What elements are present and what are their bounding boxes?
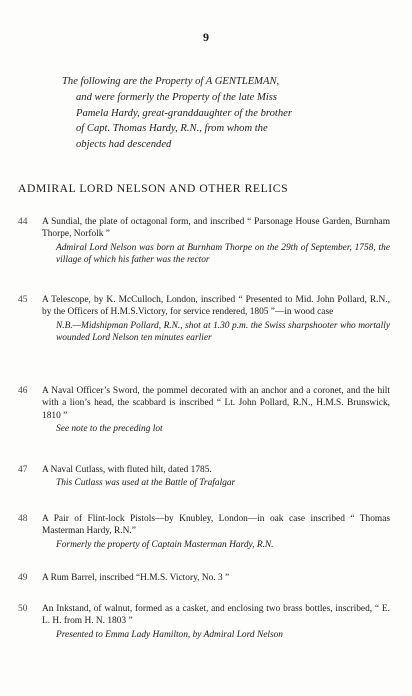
lot-number: 48 xyxy=(18,514,28,524)
lot-note: This Cutlass was used at the Battle of Trafalgar xyxy=(56,478,236,489)
page-number: 9 xyxy=(203,30,209,44)
section-heading: ADMIRAL LORD NELSON AND OTHER RELICS xyxy=(18,182,289,195)
lot-number: 46 xyxy=(18,386,28,396)
lot-note: See note to the preceding lot xyxy=(56,423,163,434)
lot-number: 44 xyxy=(18,217,28,227)
lot-entry xyxy=(18,513,390,551)
lot-entry xyxy=(18,464,390,490)
lot-description: A Naval Cutlass, with fluted hilt, dated 1785. xyxy=(42,465,212,475)
intro-line: objects had descended xyxy=(76,139,172,151)
lot-entry xyxy=(18,572,390,584)
lot-number: 47 xyxy=(18,465,28,475)
intro-line: and were formerly the Property of the late Miss xyxy=(76,91,278,103)
lot-note: Admiral Lord Nelson was born at Burnham Thorpe on the 29th of September, 1758, the village of which his father was the rector xyxy=(56,242,390,265)
lot-number: 50 xyxy=(18,604,28,614)
lot-entry xyxy=(18,385,390,435)
lot-entry xyxy=(18,216,390,266)
lot-note: Formerly the property of Captain Masterman Hardy, R.N. xyxy=(56,539,274,550)
intro-line: The following are the Property of A GENTLEMAN, xyxy=(62,76,280,87)
intro-line: Pamela Hardy, great-granddaughter of the brother xyxy=(76,107,292,119)
lot-entry xyxy=(18,603,390,641)
lot-description: A Sundial, the plate of octagonal form, and inscribed “ Parsonage House Garden, Burnham Thorpe, Norfolk ” xyxy=(42,217,390,240)
lot-number: 45 xyxy=(18,295,28,305)
lot-number: 49 xyxy=(18,573,28,583)
lot-description: A Telescope, by K. McCulloch, London, inscribed “ Presented to Mid. John Pollard, R.N., by the Officers of H.M.S.Victory, for service rendered, 1805 ”—in wood case xyxy=(42,295,390,318)
lot-note: Presented to Emma Lady Hamilton, by Admiral Lord Nelson xyxy=(56,629,283,640)
lot-description: A Rum Barrel, inscribed “H.M.S. Victory, No. 3 ” xyxy=(42,573,230,583)
lot-description: A Pair of Flint-lock Pistols—by Knubley, London—in oak case inscribed “ Thomas Masterman Hardy, R.N.” xyxy=(42,514,390,537)
intro-line: of Capt. Thomas Hardy, R.N., from whom the xyxy=(76,123,268,135)
lot-description: An Inkstand, of walnut, formed as a casket, and enclosing two brass bottles, inscribed, “ E. L. H. from H. N. 1803 ” xyxy=(42,604,390,627)
lot-note: N.B.—Midshipman Pollard, R.N., shot at 1.30 p.m. the Swiss sharpshooter who mortally wounded Lord Nelson ten minutes earlier xyxy=(56,320,390,343)
lot-description: A Naval Officer’s Sword, the pommel decorated with an anchor and a coronet, and the hilt with a lion’s head, the scabbard is inscribed “ Lt. John Pollard, R.N., H.M.S. Brunswick, 1810 ” xyxy=(42,386,390,421)
provenance-intro xyxy=(62,74,384,153)
lot-entry xyxy=(18,294,390,344)
